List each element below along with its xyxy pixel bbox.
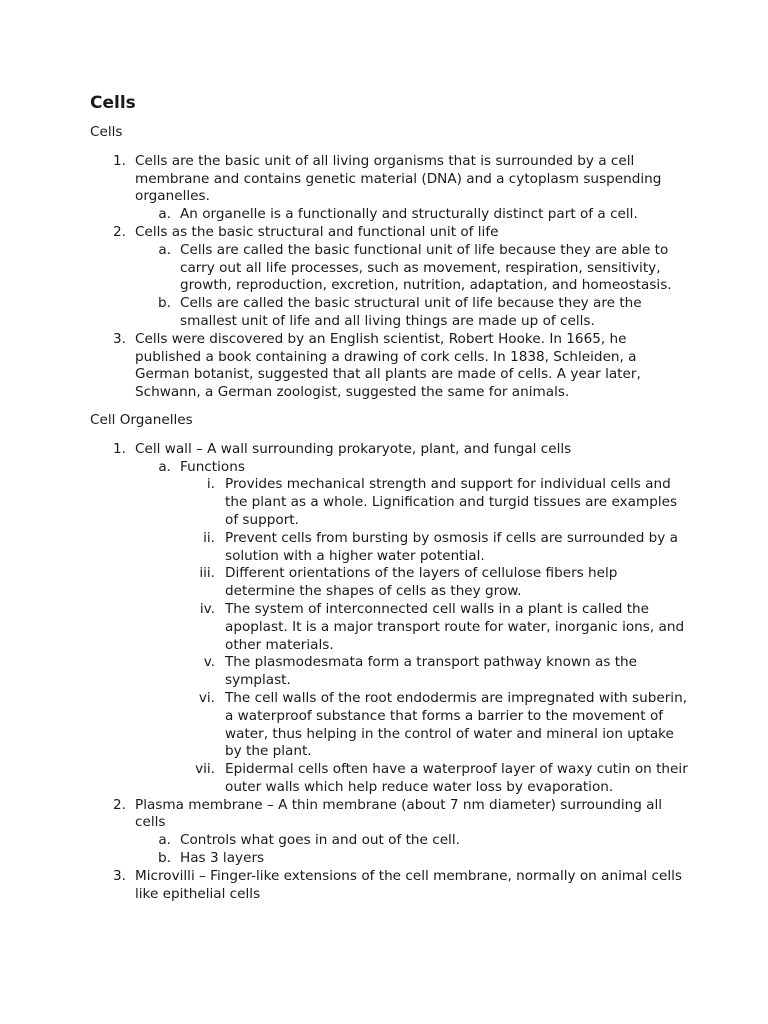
list-item-text: Functions [180,458,245,475]
list-marker: 3. [113,330,126,347]
list-item-text: An organelle is a functionally and structurally distinct part of a cell. [180,206,638,223]
sub-list-item [135,850,690,868]
list-item-text: Cells are the basic unit of all living organisms that is surrounded by a cell membrane and contains genetic material (DNA) and a cytoplasm suspending organelles. [135,152,662,205]
list-marker: b. [158,295,171,312]
list-item [90,868,690,904]
list-item-text: Plasma membrane – A thin membrane (about 7 nm diameter) surrounding all cells [135,796,663,831]
numbered-list [90,441,690,904]
list-marker: 2. [113,223,126,240]
numbered-list [90,153,690,402]
section-cell-organelles [90,412,690,904]
roman-list [180,476,690,796]
list-marker: vii. [195,761,215,778]
list-item-text: Cells as the basic structural and functional unit of life [135,223,499,240]
document-page [90,92,690,903]
sub-list-item [135,206,690,224]
roman-list-item [180,476,690,529]
list-item-text: Prevent cells from bursting by osmosis if cells are surrounded by a solution with a higher water potential. [225,529,678,564]
list-marker: v. [203,654,215,671]
list-marker: iv. [199,600,215,617]
list-marker: a. [158,206,171,223]
document-title: Cells [90,93,136,113]
list-item-text: The plasmodesmata form a transport pathway known as the symplast. [225,654,638,689]
section-heading: Cells [90,124,123,140]
list-marker: i. [206,476,215,493]
list-marker: b. [158,850,171,867]
sub-list-item [135,832,690,850]
section-heading: Cell Organelles [90,411,193,428]
list-item [90,797,690,868]
list-marker: 1. [113,152,126,169]
roman-list-item [180,654,690,690]
list-marker: 1. [113,440,126,457]
roman-list-item [180,601,690,654]
list-item-text: The cell walls of the root endodermis are impregnated with suberin, a waterproof substance that forms a barrier to the movement of water, thus helping in the control of water and mineral ion uptake by the plant. [225,689,688,760]
list-item-text: Cells were discovered by an English scientist, Robert Hooke. In 1665, he published a book containing a drawing of cork cells. In 1838, Schleiden, a German botanist, suggested that all plants are made of cells. A year later, Schwann, a German zoologist, suggested the same for animals. [135,330,641,401]
roman-list-item [180,530,690,566]
list-item-text: The system of interconnected cell walls in a plant is called the apoplast. It is a major transport route for water, inorganic ions, and other materials. [225,600,685,653]
list-marker: 2. [113,796,126,813]
sub-list [135,242,690,331]
list-item [90,331,690,402]
list-item [90,224,690,331]
list-item-text: Cells are called the basic functional unit of life because they are able to carry out all life processes, such as movement, respiration, sensitivity, growth, reproduction, excretion, nutrition, adaptation, and homeostasis. [180,241,672,294]
list-item-text: Epidermal cells often have a waterproof layer of waxy cutin on their outer walls which help reduce water loss by evaporation. [225,761,688,795]
sub-list-item [135,295,690,331]
list-item-text: Different orientations of the layers of cellulose fibers help determine the shapes of cells as they grow. [225,565,618,600]
list-item-text: Cells are called the basic structural unit of life because they are the smallest unit of life and all living things are made up of cells. [180,295,642,329]
list-item-text: Controls what goes in and out of the cell. [180,832,460,849]
list-marker: a. [158,832,171,849]
list-marker: a. [158,241,171,258]
list-marker: ii. [203,529,215,546]
sub-list [135,459,690,797]
roman-list-item [180,761,690,797]
list-item-text: Microvilli – Finger-like extensions of the cell membrane, normally on animal cells like epithelial cells [135,867,682,902]
list-marker: 3. [113,867,126,884]
roman-list-item [180,690,690,761]
list-marker: a. [158,458,171,475]
section-cells [90,124,690,402]
list-item-text: Has 3 layers [180,850,265,867]
list-item-text: Provides mechanical strength and support for individual cells and the plant as a whole. Lignification and turgid tissues are examples of support. [225,476,678,528]
list-item [90,153,690,224]
list-item [90,441,690,797]
list-marker: iii. [199,565,215,582]
sub-list [135,206,690,224]
sub-list-item [135,459,690,797]
list-marker: vi. [198,689,215,706]
roman-list-item [180,565,690,601]
list-item-text: Cell wall – A wall surrounding prokaryote, plant, and fungal cells [135,440,572,457]
sub-list [135,832,690,868]
spacer [90,402,690,412]
sub-list-item [135,242,690,295]
